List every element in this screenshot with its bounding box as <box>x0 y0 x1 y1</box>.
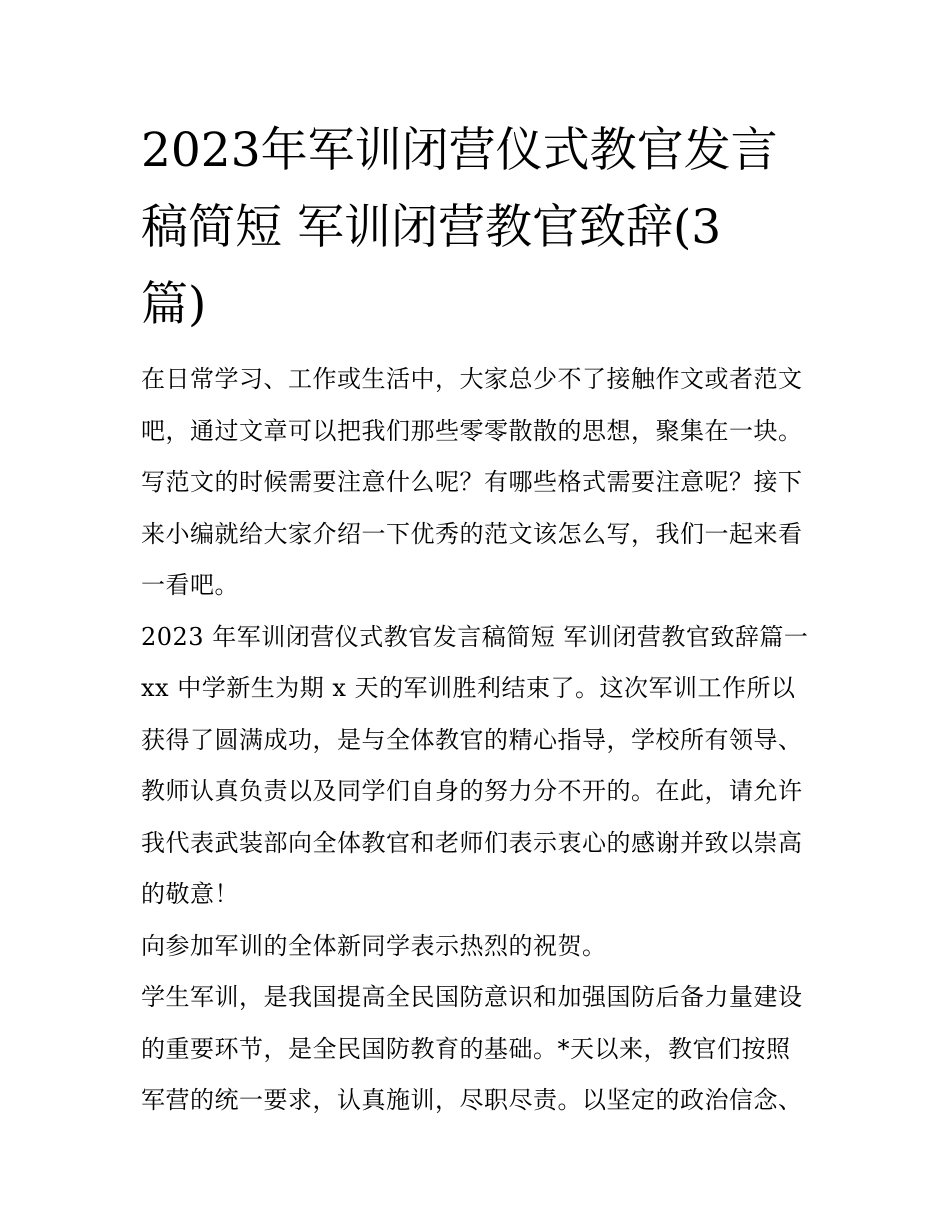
text-line: 的重要环节，是全民国防教育的基础。*天以来，教官们按照 <box>141 1034 791 1063</box>
text-line: 吧，通过文章可以把我们那些零零散散的思想，聚集在一块。 <box>141 416 803 445</box>
text-line: 我代表武装部向全体教官和老师们表示衷心的感谢并致以崇高 <box>141 828 803 857</box>
title-line: 2023年军训闭营仪式教官发言 <box>141 123 778 178</box>
text-line: 向参加军训的全体新同学表示热烈的祝贺。 <box>141 931 607 960</box>
text-line: 的敬意！ <box>141 880 239 908</box>
document-title <box>141 112 821 343</box>
text-line: 在日常学习、工作或生活中，大家总少不了接触作文或者范文 <box>141 365 803 393</box>
text-line: 一看吧。 <box>141 571 239 599</box>
text-line: 获得了圆满成功，是与全体教官的精心指导，学校所有领导、 <box>141 725 803 754</box>
text-line: 来小编就给大家介绍一下优秀的范文该怎么写，我们一起来看 <box>141 519 803 548</box>
title-line: 稿简短 军训闭营教官致辞(3 <box>141 200 722 255</box>
text-line: 军营的统一要求，认真施训，尽职尽责。以坚定的政治信念、 <box>141 1086 803 1114</box>
paragraph-body-2 <box>141 921 821 973</box>
text-line: 2023 年军训闭营仪式教官发言稿简短 军训闭营教官致辞篇一 <box>141 622 809 651</box>
text-line: 教师认真负责以及同学们自身的努力分不开的。在此，请允许 <box>141 777 803 805</box>
title-line: 篇) <box>141 277 207 332</box>
text-line: 学生军训，是我国提高全民国防意识和加强国防后备力量建设 <box>141 983 803 1011</box>
paragraph-body-3 <box>141 972 821 1127</box>
text-line: xx 中学新生为期 x 天的军训胜利结束了。这次军训工作所以 <box>141 674 796 702</box>
paragraph-body-1 <box>141 663 821 921</box>
text-line: 写范文的时候需要注意什么呢？有哪些格式需要注意呢？接下 <box>141 468 803 496</box>
paragraph-intro <box>141 354 821 612</box>
paragraph-section-heading <box>141 612 821 664</box>
document-body <box>141 354 821 1127</box>
